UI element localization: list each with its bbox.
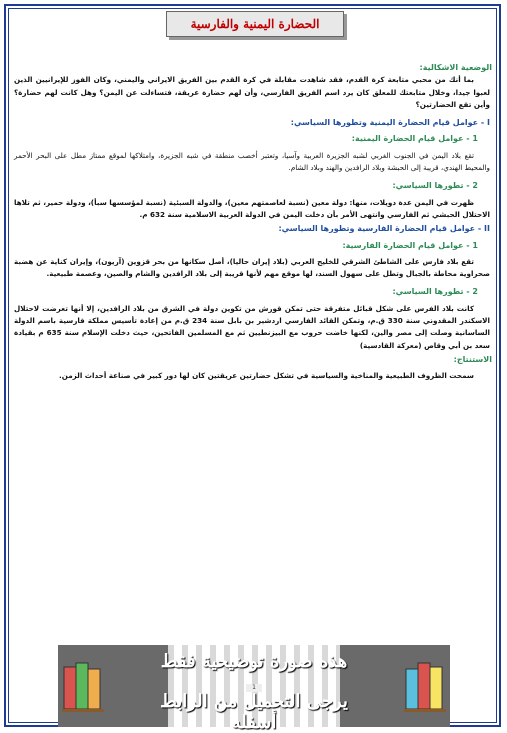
conclusion-paragraph: سمحت الظروف الطبيعية والمناخية والسياسية في تشكل حضارتين عريقتين كان لها دور كبير في صناعة أحداث الزمن.	[59, 371, 474, 381]
banner-line-2: يرجى التحميل من الرابط أسفله	[160, 691, 348, 733]
section2-subheading-1: 1 - عوامل قيام الحضارة الفارسية:	[342, 240, 478, 250]
section2-heading: II - عوامل قيام الحضارة الفارسية وتطورها السياسي:	[278, 224, 490, 234]
book-icon	[62, 657, 106, 713]
section1-heading: I - عوامل قيام الحضارة اليمنية وتطورها السياسي:	[290, 118, 490, 128]
problem-paragraph: بما أنك من محبي متابعة كرة القدم، فقد شاهدت مقابلة في كرة القدم بين الفريق الايراني واليمني، وكان الفوز للإيرانيين الذين لعبوا جيدا، وخلال متابعتك للمعلق كان يرد اسم الفريق الفارسي، وأن لهم حضارة عريقة، فتساءلت عن اليمن؟ وهل كانت لهم حضارة؟ وأين تقع الحضارتين؟	[14, 75, 490, 109]
conclusion-heading: الاستنتاج:	[453, 354, 492, 364]
watermark-banner	[58, 645, 450, 733]
banner-line-1: هذه صورة توضيحية فقط	[160, 651, 348, 672]
document-body	[14, 62, 492, 385]
page-number: 1	[246, 684, 262, 692]
section2-paragraph-2: كانت بلاد الفرس على شكل قبائل متفرقة حتى تمكن قورش من تكوين دولة في الشرق من بلاد الرافدين، إلا أنها تعرضت لاحتلال الاسكندر المقدوني سنة 330 ق.م، وتمكن القائد الفارسي اردشير بن بابل سنة 234 ق.م من إعادة تأسيس مملكة فارسية باسم الدولة الساسانية وصلت إلى مصر والين، لكنها خاضت حروب مع البيزنطيين ثم مع المسلمين الفاتحين، حيث دخلت الإسلام سنة 635 م بقيادة سعد بن أبي وقاص (معركة القادسية)	[14, 303, 490, 350]
problem-heading: الوضعية الاشكالية:	[419, 63, 492, 72]
section1-paragraph-2: ظهرت في اليمن عدة دويلات، منها: دولة معين (نسبة لعاصمتهم معين)، والدولة السبئية (نسبة لمؤسسها سبأ)، ودولة حمير، ثم تلاها الاحتلال الحبشي ثم الفارسي وانتهى الأمر بأن دخلت اليمن في الدولة العربية الاسلامية سنة 632 م.	[14, 197, 490, 219]
book-icon	[402, 657, 446, 713]
section1-subheading-1: 1 - عوامل قيام الحضارة اليمنية:	[351, 134, 478, 144]
title-box	[166, 11, 344, 37]
section2-subheading-2: 2 - تطورها السياسي:	[392, 287, 478, 297]
section1-subheading-2: 2 - تطورها السياسي:	[392, 181, 478, 191]
page-title: الحضارة اليمنية والفارسية	[190, 17, 320, 31]
section2-paragraph-1: تقع بلاد فارس على الشاطئ الشرقي للخليج العربي (بلاد إيران حاليا)، أصل سكانها من بحر قزوين (آريون)، وإيران كناية عن هضبة صحراوية محاطة بالجبال وتطل على سهول السند، لها موقع مهم لأنها قريبة إلى بلاد الرافدين والشام والصين، وعصمة طبيعية.	[14, 256, 490, 279]
section1-paragraph-1: تقع بلاد اليمن في الجنوب الغربي لشبه الجزيرة العربية وآسيا، وتعتبر أخصب منطقة في شبه الجزيرة، وامتلاكها لموقع ممتاز مطل على البحر الأحمر والمحيط الهندي، قريبة إلى الحبشة وبلاد الرافدين والهند وبلاد الشام.	[14, 150, 490, 173]
